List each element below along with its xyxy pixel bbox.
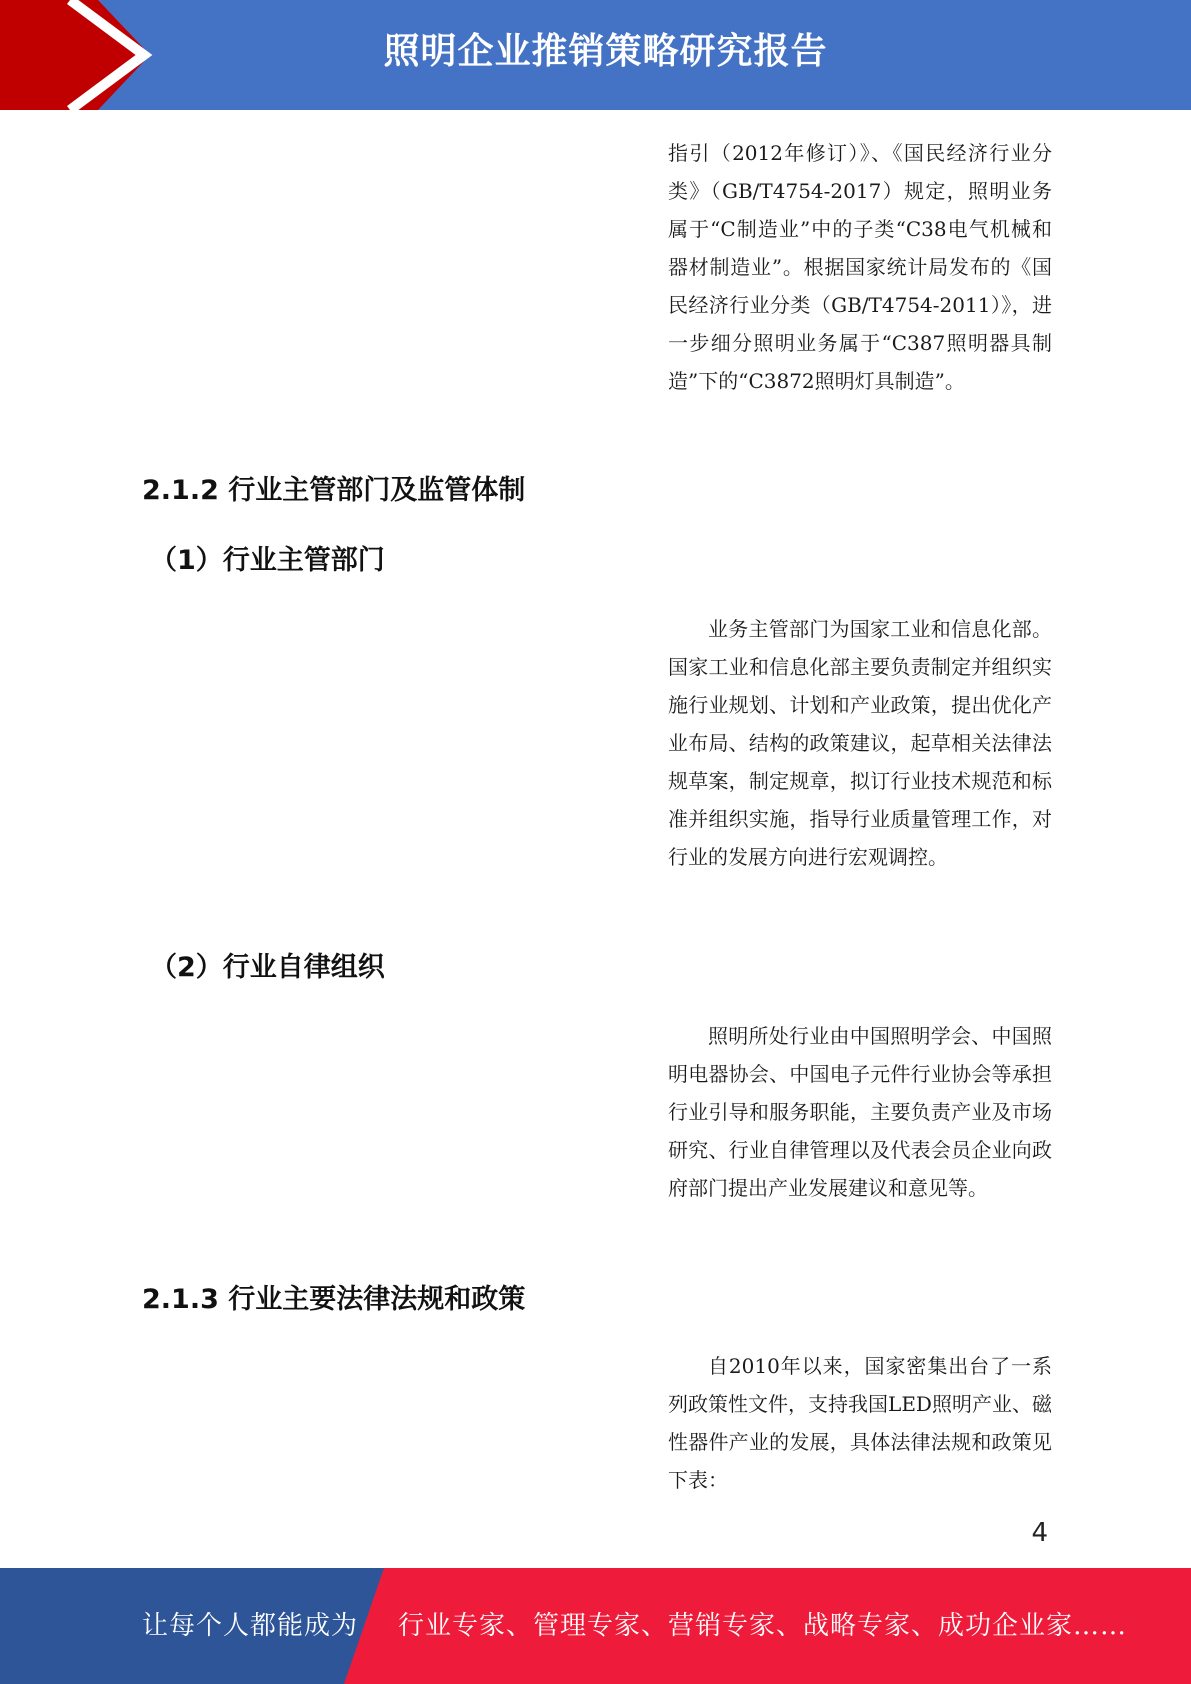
policy-paragraph: 自2010年以来，国家密集出台了一系列政策性文件，支持我国LED照明产业、磁性器件产业的发展，具体法律法规和政策见下表：	[668, 1354, 1052, 1492]
footer-slogan-left: 让每个人都能成为	[142, 1611, 359, 1641]
page-number: 4	[1031, 1518, 1048, 1548]
footer-slogan-right: 行业专家、管理专家、营销专家、战略专家、成功企业家……	[398, 1611, 1128, 1641]
page-title: 照明企业推销策略研究报告	[383, 31, 828, 72]
section-heading-2-1-3: 2.1.3 行业主要法律法规和政策	[142, 1284, 526, 1315]
intro-paragraph: 指引（2012年修订）》、《国民经济行业分类》（GB/T4754-2017）规定，照明业务属于“C制造业”中的子类“C38电气机械和器材制造业”。根据国家统计局发布的《国民经济行业分类（GB/T4754-2011）》，进一步细分照明业务属于“C387照明器具制造”下的“C3872照明灯具制造”。	[668, 141, 1052, 393]
subheading-self-regulatory: （2）行业自律组织	[150, 952, 385, 983]
self-regulatory-paragraph: 照明所处行业由中国照明学会、中国照明电器协会、中国电子元件行业协会等承担行业引导和服务职能，主要负责产业及市场研究、行业自律管理以及代表会员企业向政府部门提出产业发展建议和意见等。	[668, 1024, 1052, 1200]
subheading-industry-authority: （1）行业主管部门	[150, 545, 385, 576]
page-footer	[0, 1568, 1191, 1684]
authority-paragraph: 业务主管部门为国家工业和信息化部。国家工业和信息化部主要负责制定并组织实施行业规划、计划和产业政策，提出优化产业布局、结构的政策建议，起草相关法律法规草案，制定规章，拟订行业技术规范和标准并组织实施，指导行业质量管理工作，对行业的发展方向进行宏观调控。	[668, 617, 1052, 869]
section-heading-2-1-2: 2.1.2 行业主管部门及监管体制	[142, 475, 526, 506]
page-header	[0, 0, 1191, 110]
